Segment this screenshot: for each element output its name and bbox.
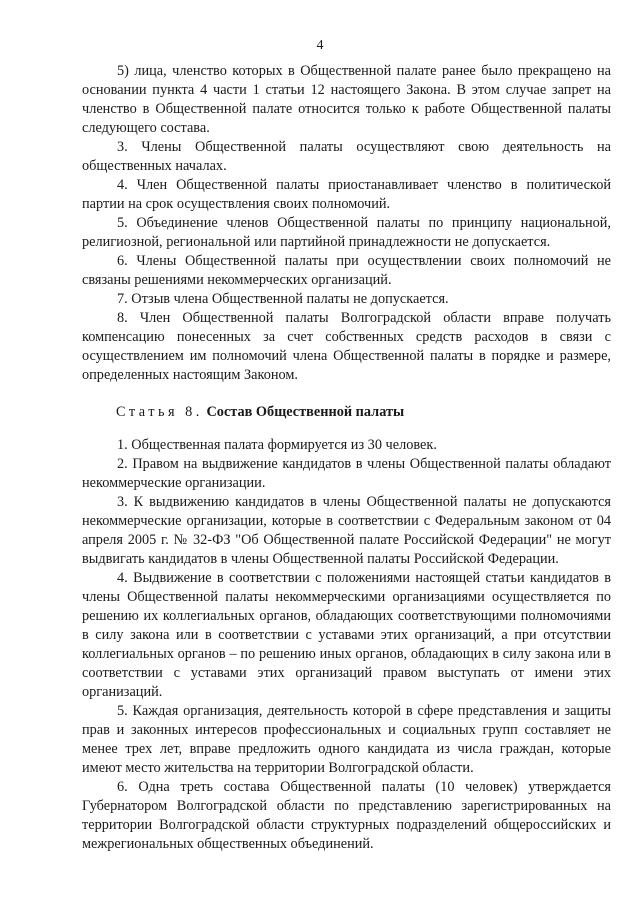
paragraph: 3. Члены Общественной палаты осуществляют свою деятельность на общественных началах. [82,139,611,174]
article-label: Статья 8. [116,404,203,420]
paragraph: 5. Каждая организация, деятельность которой в сфере представления и защиты прав и законных интересов профессиональных и социальных групп составляет не менее трех лет, вправе предложить одного кандидата из числа граждан, которые имеют место жительства на территории Волгоградской области. [82,703,611,776]
article-title: Состав Общественной палаты [206,404,405,420]
article-heading [82,403,611,422]
page-number: 4 [316,38,324,53]
paragraph: 3. К выдвижению кандидатов в члены Общественной палаты не допускаются некоммерческие организации, которые в соответствии с Федеральным законом от 04 апреля 2005 г. № 32-ФЗ "Об Общественной палате Российской Федерации" не могут выдвигать кандидатов в члены Общественной палаты Российской Федерации. [82,494,611,567]
paragraph: 1. Общественная палата формируется из 30 человек. [117,437,437,453]
paragraph: 2. Правом на выдвижение кандидатов в члены Общественной палаты обладают некоммерческие организации. [82,456,611,491]
paragraph: 5) лица, членство которых в Общественной палате ранее было прекращено на основании пункта 4 части 1 статьи 12 настоящего Закона. В этом случае запрет на членство в Общественной палате относится только к работе Общественной палаты следующего состава. [82,63,611,136]
page-content [82,62,611,854]
paragraph: 4. Выдвижение в соответствии с положениями настоящей статьи кандидатов в члены Общественной палаты некоммерческими организациями осуществляется по решению их коллегиальных органов, обладающих соответствующими полномочиями в силу закона или в соответствии с уставами этих организаций, а при отсутствии коллегиальных органов – по решению иных органов, обладающих в силу закона или в соответствии с уставами этих организаций правом выступать от имени этих организаций. [82,570,611,700]
paragraph: 8. Член Общественной палаты Волгоградской области вправе получать компенсацию понесенных за счет собственных средств расходов в связи с осуществлением им полномочий члена Общественной палаты в порядке и размере, определенных настоящим Законом. [82,310,611,383]
paragraph: 6. Одна треть состава Общественной палаты (10 человек) утверждается Губернатором Волгоградской области по представлению зарегистрированных на территории Волгоградской области структурных подразделений общероссийских и межрегиональных общественных объединений. [82,779,611,852]
paragraph: 7. Отзыв члена Общественной палаты не допускается. [117,291,449,307]
paragraph: 5. Объединение членов Общественной палаты по принципу национальной, религиозной, региональной или партийной принадлежности не допускается. [82,215,611,250]
paragraph: 4. Член Общественной палаты приостанавливает членство в политической партии на срок осуществления своих полномочий. [82,177,611,212]
paragraph: 6. Члены Общественной палаты при осуществлении своих полномочий не связаны решениями некоммерческих организаций. [82,253,611,288]
